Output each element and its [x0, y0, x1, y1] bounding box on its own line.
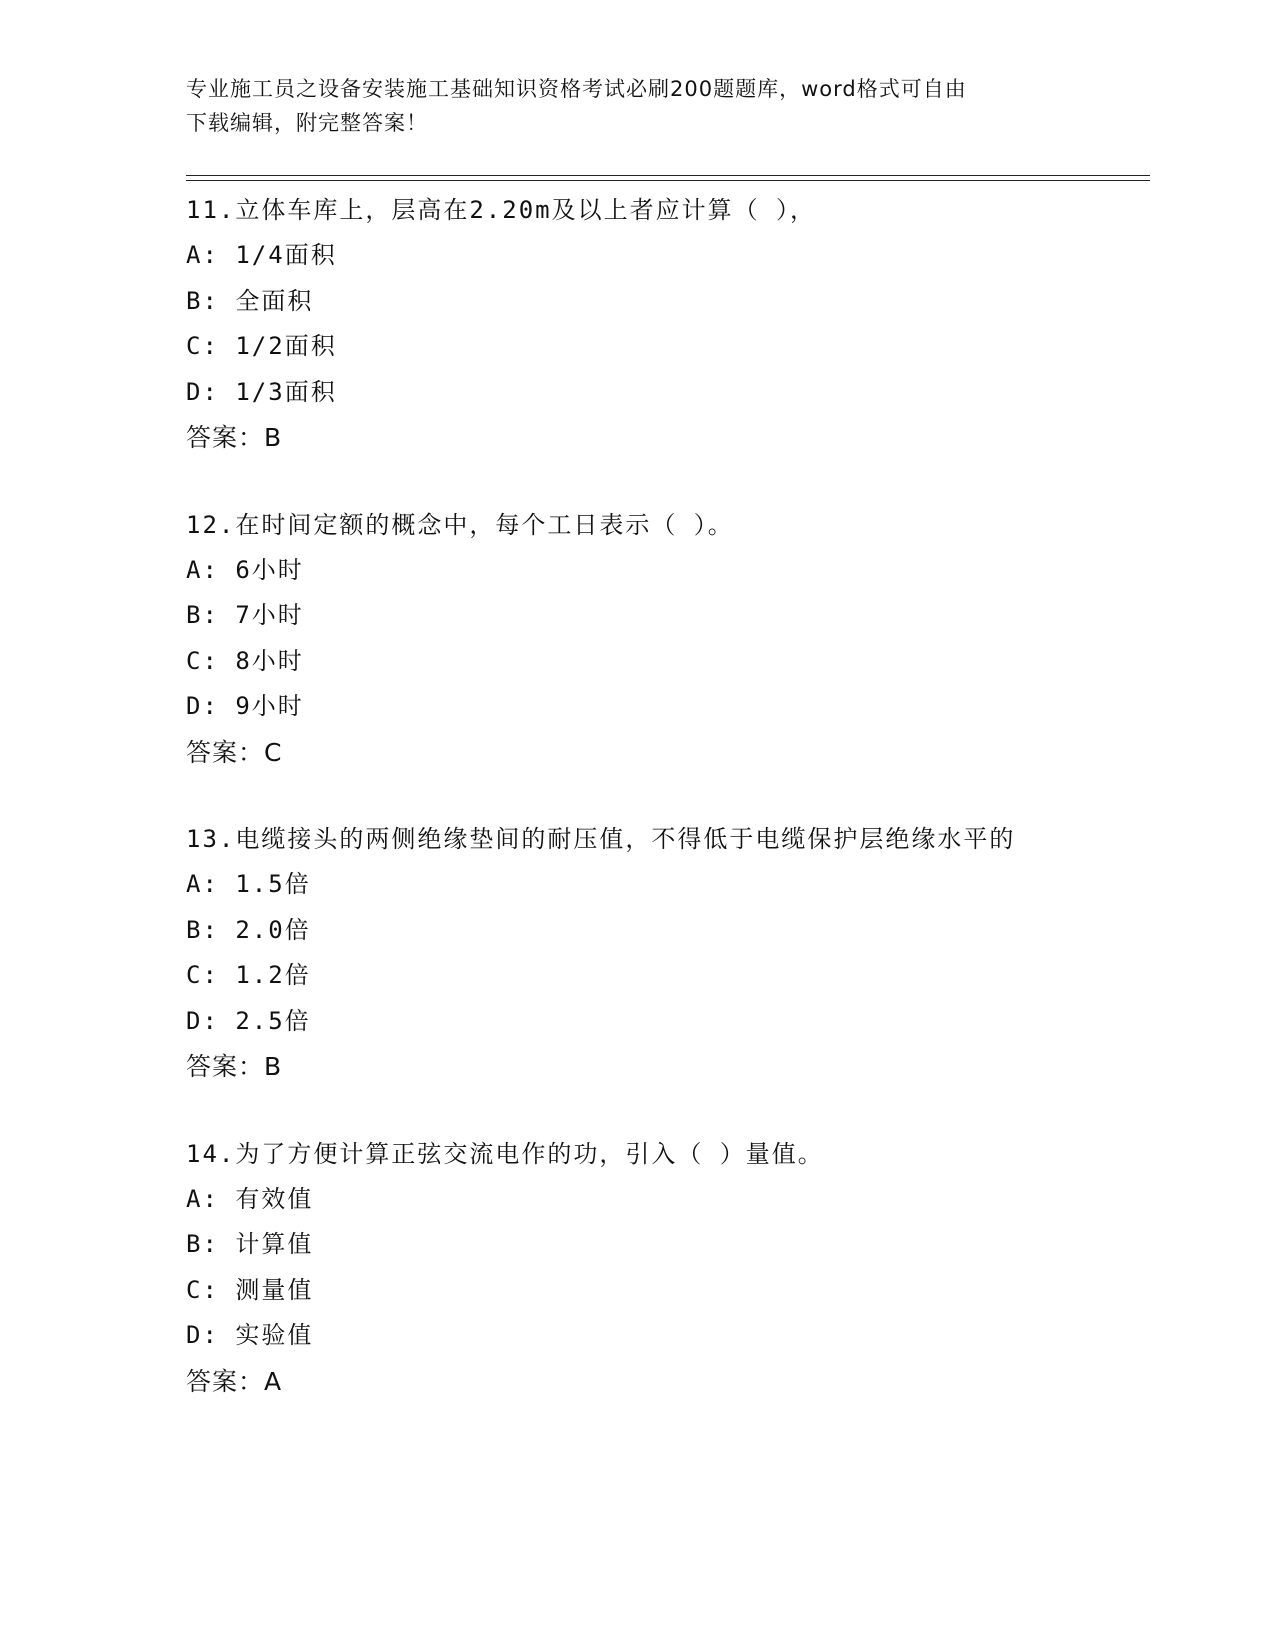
option-d: D: 实验值: [186, 1321, 314, 1349]
question-14: [186, 1132, 1086, 1405]
question-text: 13.电缆接头的两侧绝缘垫间的耐压值，不得低于电缆保护层绝缘水平的: [186, 825, 1016, 853]
question-text: 14.为了方便计算正弦交流电作的功，引入（ ）量值。: [186, 1139, 824, 1168]
question-11: [186, 188, 1086, 461]
option-b: B: 计算值: [186, 1230, 314, 1258]
option-a: A: 6小时: [186, 555, 304, 584]
question-text: 11.立体车库上，层高在2.20m及以上者应计算（ ），: [186, 196, 817, 224]
answer-line: 答案：A: [186, 1366, 283, 1396]
option-a: A: 1.5倍: [186, 870, 311, 898]
header-rule-bottom: [186, 180, 1150, 181]
answer-line: 答案：B: [186, 423, 283, 452]
header-line-1: 专业施工员之设备安装施工基础知识资格考试必刷200题题库，word格式可自由: [186, 77, 967, 101]
question-list: [186, 188, 1086, 1446]
option-c: C: 测量值: [186, 1275, 314, 1304]
option-d: D: 2.5倍: [186, 1006, 311, 1035]
answer-line: 答案：B: [186, 1052, 283, 1081]
header-line-2: 下载编辑，附完整答案！: [186, 111, 428, 135]
option-b: B: 全面积: [186, 286, 314, 315]
document-header: [186, 72, 1086, 140]
answer-line: 答案：C: [186, 737, 283, 767]
option-c: C: 8小时: [186, 646, 304, 675]
option-a: A: 有效值: [186, 1184, 314, 1213]
option-c: C: 1.2倍: [186, 961, 311, 989]
question-text: 12.在时间定额的概念中，每个工日表示（ ）。: [186, 510, 734, 539]
question-13: [186, 817, 1086, 1090]
option-c: C: 1/2面积: [186, 332, 337, 360]
option-b: B: 7小时: [186, 601, 304, 629]
header-rule-top: [186, 175, 1150, 176]
option-a: A: 1/4面积: [186, 241, 337, 269]
question-12: [186, 503, 1086, 776]
option-d: D: 1/3面积: [186, 377, 337, 406]
option-b: B: 2.0倍: [186, 915, 311, 944]
option-d: D: 9小时: [186, 692, 304, 720]
